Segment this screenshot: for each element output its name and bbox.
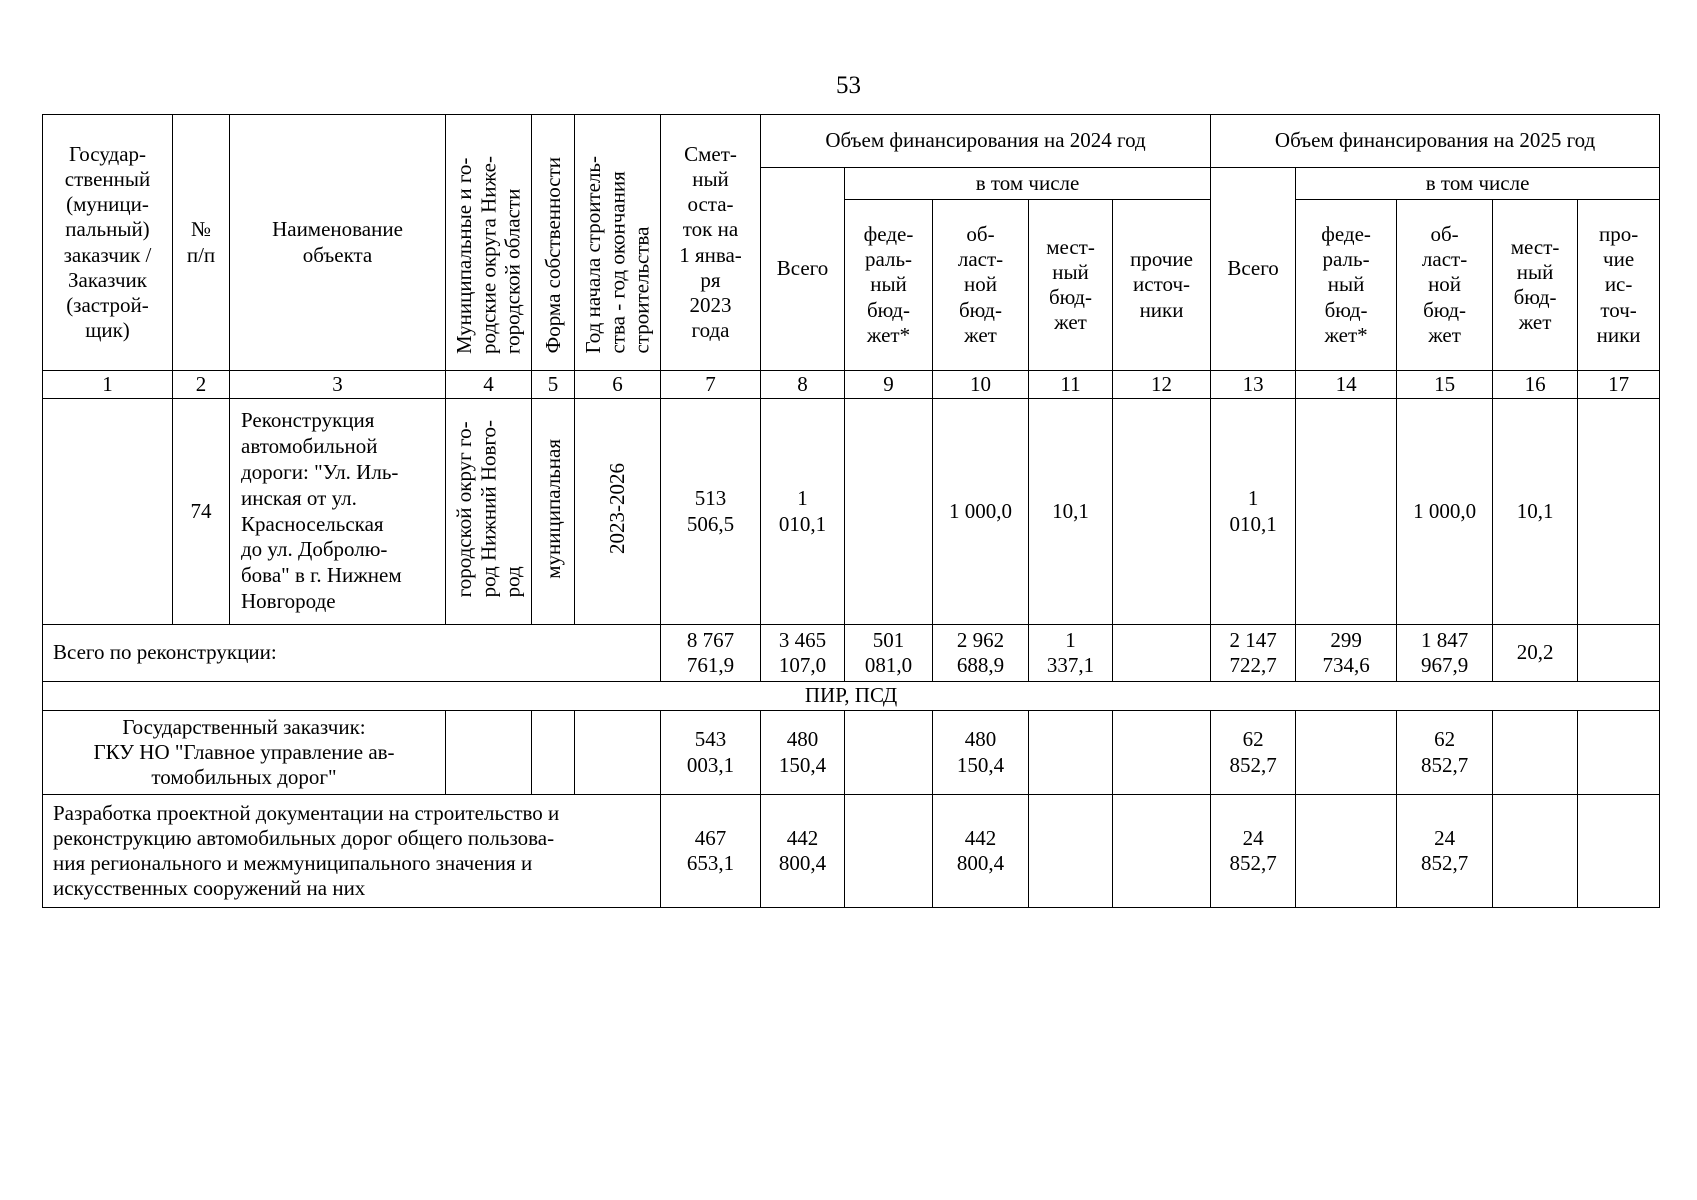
header-row	[43, 115, 1660, 168]
table-row	[43, 711, 1660, 795]
header-regional-2024: об- ласт- ной бюд- жет	[933, 200, 1029, 371]
row74-other-2025	[1578, 399, 1660, 625]
header-object-name: Наименование объекта	[230, 115, 446, 371]
reconstruction-federal-2024: 501 081,0	[845, 625, 933, 682]
page-number: 53	[836, 72, 861, 99]
design-docs-total-2024: 442 800,4	[761, 795, 845, 908]
table-row	[43, 795, 1660, 908]
header-total-2025: Всего	[1211, 168, 1296, 371]
reconstruction-total-estimate: 8 767 761,9	[661, 625, 761, 682]
reconstruction-local-2024: 1 337,1	[1029, 625, 1113, 682]
header-other-2024: прочие источ- ники	[1113, 200, 1211, 371]
design-docs-federal-2025	[1296, 795, 1397, 908]
state-customer-federal-2025	[1296, 711, 1397, 795]
row74-ownership: муниципальная	[532, 399, 575, 625]
column-number: 2	[173, 371, 230, 399]
table-row	[43, 399, 1660, 625]
column-number: 9	[845, 371, 933, 399]
column-number: 13	[1211, 371, 1296, 399]
header-local-2024: мест- ный бюд- жет	[1029, 200, 1113, 371]
reconstruction-other-2024	[1113, 625, 1211, 682]
header-customer: Государ- ственный (муници- пальный) заказчик / Заказчик (застрой- щик)	[43, 115, 173, 371]
header-ownership: Форма собственности	[532, 115, 575, 371]
state-customer-other-2024	[1113, 711, 1211, 795]
reconstruction-other-2025	[1578, 625, 1660, 682]
row74-federal-2024	[845, 399, 933, 625]
header-fin-2024: Объем финансирования на 2024 год	[761, 115, 1211, 168]
reconstruction-regional-2025: 1 847 967,9	[1397, 625, 1493, 682]
design-docs-label: Разработка проектной документации на строительство и реконструкцию автомобильных дорог общего пользова- ния регионального и межмуниципального значения и искусственных сооружений на них	[43, 795, 661, 908]
column-number: 3	[230, 371, 446, 399]
column-number: 1	[43, 371, 173, 399]
row74-federal-2025	[1296, 399, 1397, 625]
column-numbers-row	[43, 371, 1660, 399]
header-num: № п/п	[173, 115, 230, 371]
state-customer-total-2025: 62 852,7	[1211, 711, 1296, 795]
row74-local-2025: 10,1	[1493, 399, 1578, 625]
state-customer-total-2024: 480 150,4	[761, 711, 845, 795]
header-estimate: Смет- ный оста- ток на 1 янва- ря 2023 года	[661, 115, 761, 371]
column-number: 16	[1493, 371, 1578, 399]
design-docs-total-2025: 24 852,7	[1211, 795, 1296, 908]
column-number: 4	[446, 371, 532, 399]
reconstruction-local-2025: 20,2	[1493, 625, 1578, 682]
reconstruction-regional-2024: 2 962 688,9	[933, 625, 1029, 682]
design-docs-estimate: 467 653,1	[661, 795, 761, 908]
column-number: 14	[1296, 371, 1397, 399]
design-docs-regional-2025: 24 852,7	[1397, 795, 1493, 908]
column-number: 10	[933, 371, 1029, 399]
row74-total-2025: 1 010,1	[1211, 399, 1296, 625]
state-customer-regional-2024: 480 150,4	[933, 711, 1029, 795]
section-pir-psd: ПИР, ПСД	[43, 682, 1660, 711]
state-customer-local-2024	[1029, 711, 1113, 795]
header-federal-2025: феде- раль- ный бюд- жет*	[1296, 200, 1397, 371]
header-regional-2025: об- ласт- ной бюд- жет	[1397, 200, 1493, 371]
design-docs-local-2025	[1493, 795, 1578, 908]
column-number: 5	[532, 371, 575, 399]
row74-num: 74	[173, 399, 230, 625]
design-docs-other-2024	[1113, 795, 1211, 908]
table-row	[43, 625, 1660, 682]
row74-customer	[43, 399, 173, 625]
design-docs-federal-2024	[845, 795, 933, 908]
header-local-2025: мест- ный бюд- жет	[1493, 200, 1578, 371]
state-customer-label: Государственный заказчик: ГКУ НО "Главное управление ав- томобильных дорог"	[43, 711, 446, 795]
column-number: 8	[761, 371, 845, 399]
reconstruction-total-label: Всего по реконструкции:	[43, 625, 661, 682]
state-customer-regional-2025: 62 852,7	[1397, 711, 1493, 795]
row74-total-2024: 1 010,1	[761, 399, 845, 625]
reconstruction-total-2025: 2 147 722,7	[1211, 625, 1296, 682]
header-municipal: Муниципальные и го- родские округа Ниже- городской области	[446, 115, 532, 371]
section-row	[43, 682, 1660, 711]
row74-other-2024	[1113, 399, 1211, 625]
state-customer-federal-2024	[845, 711, 933, 795]
row74-estimate: 513 506,5	[661, 399, 761, 625]
row74-regional-2025: 1 000,0	[1397, 399, 1493, 625]
state-customer-years	[575, 711, 661, 795]
state-customer-ownership	[532, 711, 575, 795]
column-number: 15	[1397, 371, 1493, 399]
state-customer-municipal	[446, 711, 532, 795]
header-fin-2025: Объем финансирования на 2025 год	[1211, 115, 1660, 168]
header-total-2024: Всего	[761, 168, 845, 371]
column-number: 7	[661, 371, 761, 399]
reconstruction-federal-2025: 299 734,6	[1296, 625, 1397, 682]
header-incl-2024: в том числе	[845, 168, 1211, 200]
header-federal-2024: феде- раль- ный бюд- жет*	[845, 200, 933, 371]
financing-table	[42, 114, 1660, 908]
header-years: Год начала строитель- ства - год окончания строительства	[575, 115, 661, 371]
column-number: 11	[1029, 371, 1113, 399]
header-incl-2025: в том числе	[1296, 168, 1660, 200]
reconstruction-total-2024: 3 465 107,0	[761, 625, 845, 682]
row74-regional-2024: 1 000,0	[933, 399, 1029, 625]
design-docs-other-2025	[1578, 795, 1660, 908]
row74-municipal: городской округ го- род Нижний Новго- род	[446, 399, 532, 625]
row74-object-name: Реконструкция автомобильной дороги: "Ул. Иль- инская от ул. Красносельская до ул. Добролю- бова" в г. Нижнем Новгороде	[230, 399, 446, 625]
design-docs-local-2024	[1029, 795, 1113, 908]
column-number: 6	[575, 371, 661, 399]
state-customer-local-2025	[1493, 711, 1578, 795]
row74-local-2024: 10,1	[1029, 399, 1113, 625]
column-number: 17	[1578, 371, 1660, 399]
row74-years: 2023-2026	[575, 399, 661, 625]
column-number: 12	[1113, 371, 1211, 399]
state-customer-other-2025	[1578, 711, 1660, 795]
state-customer-estimate: 543 003,1	[661, 711, 761, 795]
header-other-2025: про- чие ис- точ- ники	[1578, 200, 1660, 371]
design-docs-regional-2024: 442 800,4	[933, 795, 1029, 908]
